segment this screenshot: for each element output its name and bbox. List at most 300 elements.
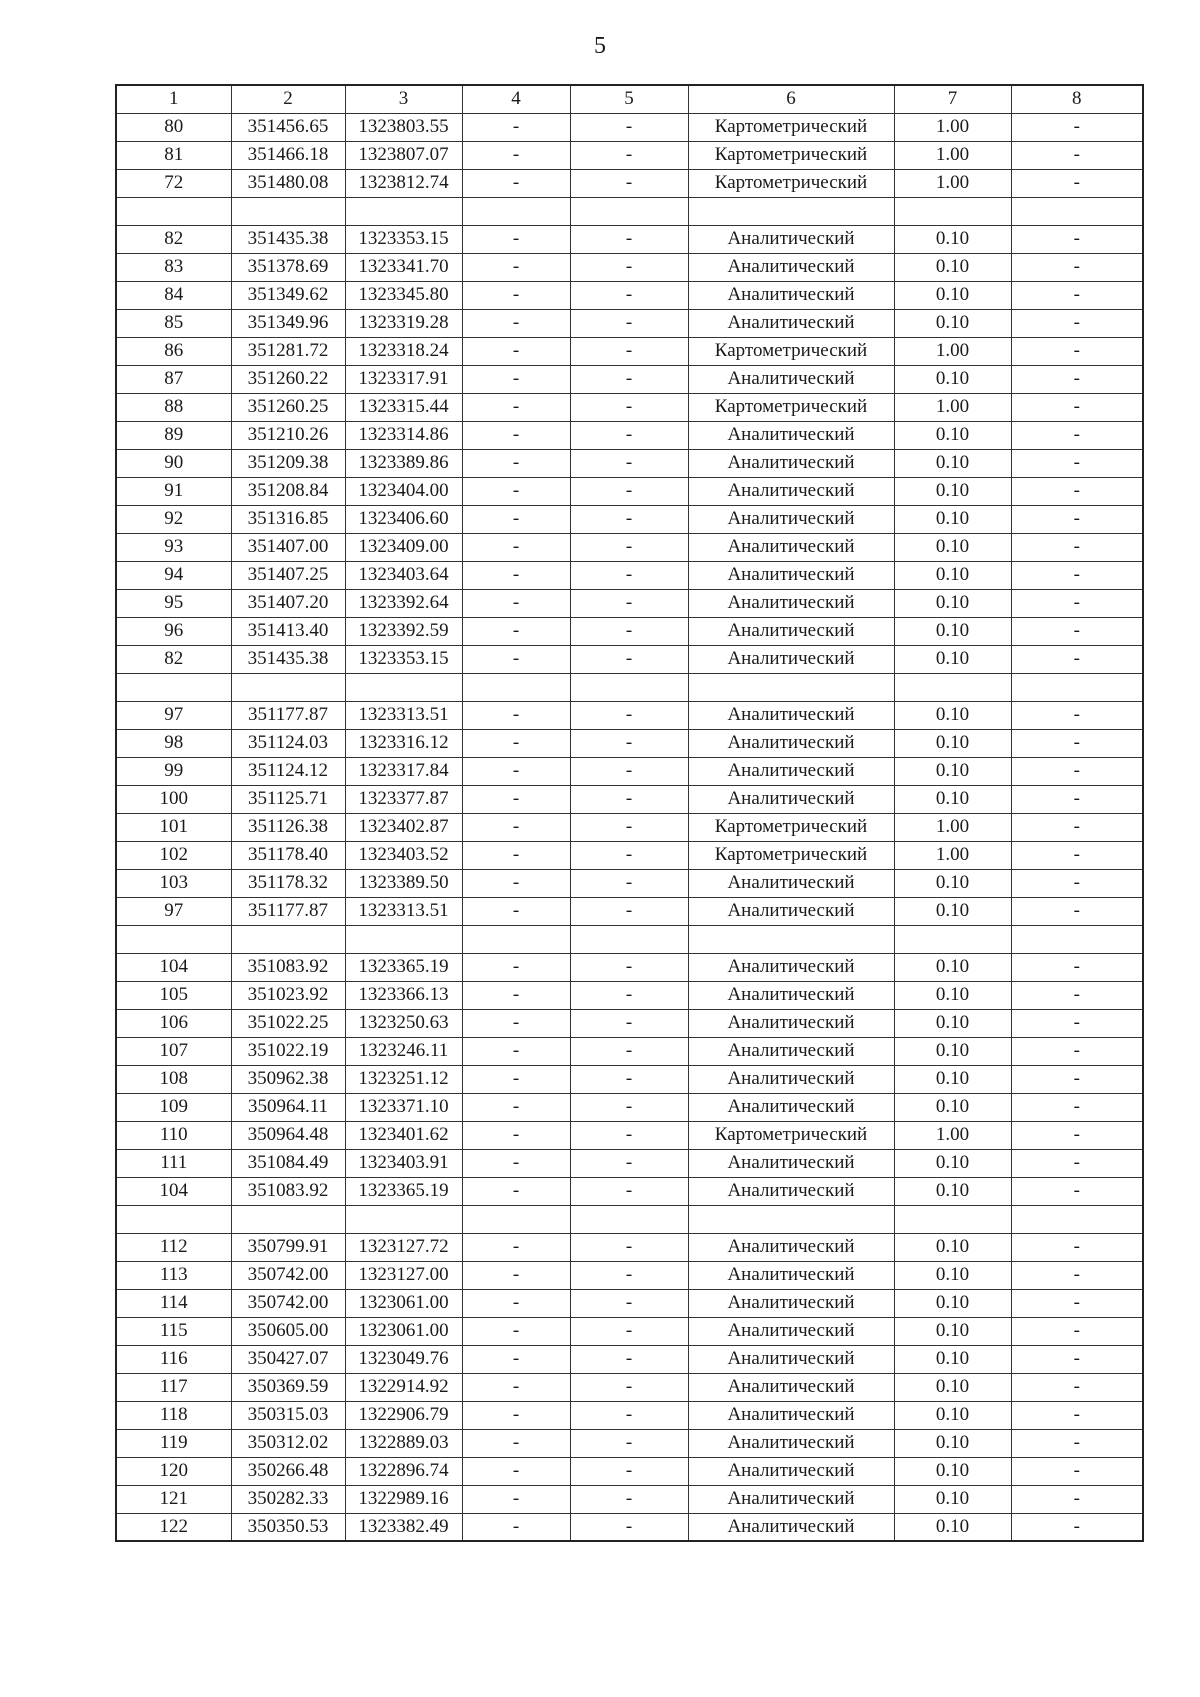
method-cell: Аналитический: [688, 897, 894, 925]
col8-cell: -: [1011, 141, 1143, 169]
col5-cell: -: [570, 645, 688, 673]
x-coordinate-cell: 351407.00: [231, 533, 345, 561]
col4-cell: -: [462, 1513, 570, 1541]
table-row: [116, 533, 1143, 561]
point-number-cell: 103: [116, 869, 231, 897]
table-row: [116, 1317, 1143, 1345]
col8-cell: -: [1011, 1009, 1143, 1037]
table-row: [116, 169, 1143, 197]
point-number-cell: 117: [116, 1373, 231, 1401]
col5-cell: -: [570, 1485, 688, 1513]
col5-cell: -: [570, 365, 688, 393]
point-number-cell: 93: [116, 533, 231, 561]
col4-cell: -: [462, 729, 570, 757]
col4-cell: -: [462, 813, 570, 841]
table-row: [116, 281, 1143, 309]
x-coordinate-cell: 351083.92: [231, 1177, 345, 1205]
x-coordinate-cell: 350742.00: [231, 1289, 345, 1317]
col4-cell: -: [462, 309, 570, 337]
col8-cell: [1011, 925, 1143, 953]
method-cell: Аналитический: [688, 1317, 894, 1345]
y-coordinate-cell: 1323341.70: [345, 253, 462, 281]
method-cell: Аналитический: [688, 505, 894, 533]
x-coordinate-cell: 351281.72: [231, 337, 345, 365]
col8-cell: -: [1011, 281, 1143, 309]
accuracy-cell: 0.10: [894, 1093, 1011, 1121]
method-cell: Аналитический: [688, 1233, 894, 1261]
table-row: [116, 1429, 1143, 1457]
col4-cell: -: [462, 561, 570, 589]
accuracy-cell: 0.10: [894, 309, 1011, 337]
point-number-cell: 104: [116, 1177, 231, 1205]
point-number-cell: 106: [116, 1009, 231, 1037]
col5-cell: -: [570, 981, 688, 1009]
col5-cell: -: [570, 1233, 688, 1261]
y-coordinate-cell: 1323315.44: [345, 393, 462, 421]
point-number-cell: 95: [116, 589, 231, 617]
col4-cell: -: [462, 645, 570, 673]
y-coordinate-cell: 1323382.49: [345, 1513, 462, 1541]
table-row: [116, 561, 1143, 589]
y-coordinate-cell: 1323314.86: [345, 421, 462, 449]
col8-cell: -: [1011, 1093, 1143, 1121]
y-coordinate-cell: 1322906.79: [345, 1401, 462, 1429]
col4-cell: -: [462, 337, 570, 365]
method-cell: Аналитический: [688, 561, 894, 589]
accuracy-cell: 0.10: [894, 1009, 1011, 1037]
column-header: 6: [688, 85, 894, 113]
col8-cell: -: [1011, 617, 1143, 645]
method-cell: Аналитический: [688, 1149, 894, 1177]
table-row: [116, 253, 1143, 281]
x-coordinate-cell: 351177.87: [231, 701, 345, 729]
y-coordinate-cell: 1323127.72: [345, 1233, 462, 1261]
col4-cell: [462, 197, 570, 225]
col8-cell: -: [1011, 813, 1143, 841]
point-number-cell: 97: [116, 897, 231, 925]
col4-cell: -: [462, 393, 570, 421]
method-cell: Аналитический: [688, 421, 894, 449]
col8-cell: -: [1011, 169, 1143, 197]
method-cell: Аналитический: [688, 701, 894, 729]
table-row: [116, 1401, 1143, 1429]
method-cell: Картометрический: [688, 393, 894, 421]
col5-cell: -: [570, 393, 688, 421]
x-coordinate-cell: 350964.48: [231, 1121, 345, 1149]
col5-cell: -: [570, 1261, 688, 1289]
table-row: [116, 1121, 1143, 1149]
x-coordinate-cell: 351022.25: [231, 1009, 345, 1037]
table-row: [116, 617, 1143, 645]
col5-cell: -: [570, 337, 688, 365]
col4-cell: -: [462, 1261, 570, 1289]
method-cell: Аналитический: [688, 757, 894, 785]
accuracy-cell: 0.10: [894, 281, 1011, 309]
col4-cell: -: [462, 1093, 570, 1121]
table-row: [116, 1177, 1143, 1205]
col4-cell: -: [462, 1121, 570, 1149]
accuracy-cell: 0.10: [894, 869, 1011, 897]
x-coordinate-cell: 351209.38: [231, 449, 345, 477]
page-number: 5: [594, 33, 606, 59]
x-coordinate-cell: 351407.25: [231, 561, 345, 589]
y-coordinate-cell: 1322889.03: [345, 1429, 462, 1457]
accuracy-cell: 0.10: [894, 505, 1011, 533]
point-number-cell: 89: [116, 421, 231, 449]
coordinates-table: [115, 84, 1144, 1542]
col4-cell: -: [462, 897, 570, 925]
col4-cell: -: [462, 1429, 570, 1457]
separator-row: [116, 925, 1143, 953]
y-coordinate-cell: 1323392.64: [345, 589, 462, 617]
point-number-cell: 72: [116, 169, 231, 197]
point-number-cell: 116: [116, 1345, 231, 1373]
x-coordinate-cell: 350312.02: [231, 1429, 345, 1457]
method-cell: Аналитический: [688, 253, 894, 281]
y-coordinate-cell: 1323366.13: [345, 981, 462, 1009]
col5-cell: -: [570, 1037, 688, 1065]
method-cell: Картометрический: [688, 841, 894, 869]
table-row: [116, 701, 1143, 729]
y-coordinate-cell: 1323389.50: [345, 869, 462, 897]
point-number-cell: 88: [116, 393, 231, 421]
accuracy-cell: 0.10: [894, 225, 1011, 253]
col5-cell: -: [570, 477, 688, 505]
col5-cell: -: [570, 1457, 688, 1485]
table-row: [116, 1485, 1143, 1513]
y-coordinate-cell: 1322914.92: [345, 1373, 462, 1401]
table-row: [116, 477, 1143, 505]
col5-cell: -: [570, 1513, 688, 1541]
y-coordinate-cell: 1323409.00: [345, 533, 462, 561]
col5-cell: -: [570, 869, 688, 897]
col8-cell: [1011, 197, 1143, 225]
col4-cell: -: [462, 505, 570, 533]
table-row: [116, 729, 1143, 757]
method-cell: Аналитический: [688, 953, 894, 981]
method-cell: Аналитический: [688, 729, 894, 757]
col4-cell: -: [462, 169, 570, 197]
method-cell: Картометрический: [688, 337, 894, 365]
method-cell: Картометрический: [688, 141, 894, 169]
col4-cell: -: [462, 589, 570, 617]
table-row: [116, 1457, 1143, 1485]
y-coordinate-cell: 1323807.07: [345, 141, 462, 169]
table-row: [116, 1093, 1143, 1121]
point-number-cell: 105: [116, 981, 231, 1009]
y-coordinate-cell: 1323345.80: [345, 281, 462, 309]
col4-cell: -: [462, 869, 570, 897]
col8-cell: -: [1011, 1429, 1143, 1457]
point-number-cell: 98: [116, 729, 231, 757]
col8-cell: -: [1011, 561, 1143, 589]
method-cell: Аналитический: [688, 1009, 894, 1037]
x-coordinate-cell: 351124.03: [231, 729, 345, 757]
method-cell: Аналитический: [688, 1513, 894, 1541]
col5-cell: -: [570, 1401, 688, 1429]
accuracy-cell: 0.10: [894, 589, 1011, 617]
x-coordinate-cell: 350427.07: [231, 1345, 345, 1373]
col8-cell: -: [1011, 365, 1143, 393]
method-cell: Аналитический: [688, 1093, 894, 1121]
point-number-cell: 112: [116, 1233, 231, 1261]
y-coordinate-cell: 1323403.91: [345, 1149, 462, 1177]
method-cell: Аналитический: [688, 1037, 894, 1065]
y-coordinate-cell: 1323313.51: [345, 701, 462, 729]
y-coordinate-cell: 1323317.84: [345, 757, 462, 785]
x-coordinate-cell: 351456.65: [231, 113, 345, 141]
accuracy-cell: 0.10: [894, 1261, 1011, 1289]
col4-cell: -: [462, 365, 570, 393]
col8-cell: -: [1011, 1457, 1143, 1485]
method-cell: Аналитический: [688, 981, 894, 1009]
col8-cell: -: [1011, 1513, 1143, 1541]
table-row: [116, 309, 1143, 337]
accuracy-cell: 0.10: [894, 617, 1011, 645]
accuracy-cell: 0.10: [894, 897, 1011, 925]
table-row: [116, 1149, 1143, 1177]
col5-cell: -: [570, 1009, 688, 1037]
table-row: [116, 785, 1143, 813]
col8-cell: -: [1011, 729, 1143, 757]
table-row: [116, 645, 1143, 673]
point-number-cell: 80: [116, 113, 231, 141]
accuracy-cell: [894, 197, 1011, 225]
point-number-cell: 91: [116, 477, 231, 505]
point-number-cell: 101: [116, 813, 231, 841]
x-coordinate-cell: 350799.91: [231, 1233, 345, 1261]
col5-cell: -: [570, 1149, 688, 1177]
point-number-cell: [116, 197, 231, 225]
x-coordinate-cell: 350605.00: [231, 1317, 345, 1345]
col5-cell: -: [570, 897, 688, 925]
y-coordinate-cell: 1323313.51: [345, 897, 462, 925]
col8-cell: -: [1011, 1177, 1143, 1205]
col5-cell: -: [570, 617, 688, 645]
table-body: [116, 85, 1143, 1541]
col8-cell: -: [1011, 309, 1143, 337]
accuracy-cell: 0.10: [894, 1429, 1011, 1457]
col4-cell: -: [462, 757, 570, 785]
accuracy-cell: 0.10: [894, 1485, 1011, 1513]
col8-cell: -: [1011, 225, 1143, 253]
y-coordinate-cell: 1323061.00: [345, 1289, 462, 1317]
col4-cell: -: [462, 1289, 570, 1317]
x-coordinate-cell: 351480.08: [231, 169, 345, 197]
method-cell: Аналитический: [688, 1289, 894, 1317]
method-cell: Аналитический: [688, 533, 894, 561]
method-cell: Аналитический: [688, 1177, 894, 1205]
col5-cell: -: [570, 561, 688, 589]
separator-row: [116, 673, 1143, 701]
col8-cell: -: [1011, 1345, 1143, 1373]
y-coordinate-cell: 1323389.86: [345, 449, 462, 477]
table-row: [116, 1373, 1143, 1401]
col8-cell: -: [1011, 533, 1143, 561]
col8-cell: -: [1011, 337, 1143, 365]
col8-cell: -: [1011, 505, 1143, 533]
col4-cell: -: [462, 449, 570, 477]
col5-cell: -: [570, 505, 688, 533]
col4-cell: -: [462, 701, 570, 729]
col5-cell: [570, 925, 688, 953]
accuracy-cell: 0.10: [894, 645, 1011, 673]
x-coordinate-cell: 351023.92: [231, 981, 345, 1009]
y-coordinate-cell: 1323318.24: [345, 337, 462, 365]
x-coordinate-cell: 351316.85: [231, 505, 345, 533]
column-header: 3: [345, 85, 462, 113]
col8-cell: -: [1011, 1121, 1143, 1149]
accuracy-cell: 0.10: [894, 365, 1011, 393]
accuracy-cell: 0.10: [894, 1513, 1011, 1541]
y-coordinate-cell: 1323317.91: [345, 365, 462, 393]
col5-cell: -: [570, 757, 688, 785]
col4-cell: -: [462, 1065, 570, 1093]
method-cell: [688, 925, 894, 953]
point-number-cell: [116, 1205, 231, 1233]
x-coordinate-cell: 350962.38: [231, 1065, 345, 1093]
col4-cell: -: [462, 1485, 570, 1513]
col4-cell: -: [462, 1233, 570, 1261]
y-coordinate-cell: 1323403.64: [345, 561, 462, 589]
column-header: 7: [894, 85, 1011, 113]
method-cell: Аналитический: [688, 1429, 894, 1457]
point-number-cell: 92: [116, 505, 231, 533]
col5-cell: [570, 1205, 688, 1233]
col8-cell: -: [1011, 1373, 1143, 1401]
x-coordinate-cell: 350964.11: [231, 1093, 345, 1121]
accuracy-cell: 0.10: [894, 701, 1011, 729]
col5-cell: -: [570, 1289, 688, 1317]
y-coordinate-cell: 1323371.10: [345, 1093, 462, 1121]
col8-cell: -: [1011, 757, 1143, 785]
col8-cell: -: [1011, 897, 1143, 925]
col4-cell: -: [462, 421, 570, 449]
col4-cell: -: [462, 1317, 570, 1345]
point-number-cell: 94: [116, 561, 231, 589]
accuracy-cell: 0.10: [894, 449, 1011, 477]
accuracy-cell: 0.10: [894, 1317, 1011, 1345]
accuracy-cell: 0.10: [894, 253, 1011, 281]
table-row: [116, 1513, 1143, 1541]
method-cell: Аналитический: [688, 225, 894, 253]
table-row: [116, 141, 1143, 169]
x-coordinate-cell: 351208.84: [231, 477, 345, 505]
col8-cell: -: [1011, 953, 1143, 981]
table-row: [116, 897, 1143, 925]
point-number-cell: 111: [116, 1149, 231, 1177]
col8-cell: -: [1011, 421, 1143, 449]
col8-cell: -: [1011, 589, 1143, 617]
col4-cell: -: [462, 253, 570, 281]
accuracy-cell: [894, 1205, 1011, 1233]
y-coordinate-cell: 1323127.00: [345, 1261, 462, 1289]
x-coordinate-cell: 350369.59: [231, 1373, 345, 1401]
table-row: [116, 505, 1143, 533]
y-coordinate-cell: 1323049.76: [345, 1345, 462, 1373]
accuracy-cell: 0.10: [894, 1149, 1011, 1177]
method-cell: Аналитический: [688, 365, 894, 393]
accuracy-cell: 0.10: [894, 785, 1011, 813]
method-cell: Аналитический: [688, 1261, 894, 1289]
col8-cell: -: [1011, 1401, 1143, 1429]
method-cell: Аналитический: [688, 1485, 894, 1513]
point-number-cell: 82: [116, 645, 231, 673]
method-cell: Картометрический: [688, 113, 894, 141]
x-coordinate-cell: 351210.26: [231, 421, 345, 449]
method-cell: Аналитический: [688, 449, 894, 477]
table-row: [116, 757, 1143, 785]
col4-cell: -: [462, 1345, 570, 1373]
x-coordinate-cell: 351378.69: [231, 253, 345, 281]
table-row: [116, 225, 1143, 253]
point-number-cell: 97: [116, 701, 231, 729]
col4-cell: -: [462, 1177, 570, 1205]
point-number-cell: 114: [116, 1289, 231, 1317]
accuracy-cell: 1.00: [894, 169, 1011, 197]
method-cell: [688, 1205, 894, 1233]
x-coordinate-cell: 351407.20: [231, 589, 345, 617]
table-row: [116, 813, 1143, 841]
x-coordinate-cell: 351349.96: [231, 309, 345, 337]
col8-cell: -: [1011, 701, 1143, 729]
col4-cell: -: [462, 953, 570, 981]
col8-cell: -: [1011, 1261, 1143, 1289]
separator-row: [116, 197, 1143, 225]
method-cell: Аналитический: [688, 645, 894, 673]
accuracy-cell: 0.10: [894, 1373, 1011, 1401]
accuracy-cell: 0.10: [894, 1037, 1011, 1065]
x-coordinate-cell: 350315.03: [231, 1401, 345, 1429]
col4-cell: -: [462, 1037, 570, 1065]
col8-cell: -: [1011, 981, 1143, 1009]
x-coordinate-cell: 351435.38: [231, 645, 345, 673]
point-number-cell: 121: [116, 1485, 231, 1513]
table-row: [116, 449, 1143, 477]
header-row: [116, 85, 1143, 113]
col4-cell: -: [462, 1457, 570, 1485]
col4-cell: -: [462, 477, 570, 505]
y-coordinate-cell: 1323377.87: [345, 785, 462, 813]
method-cell: Аналитический: [688, 1457, 894, 1485]
col8-cell: -: [1011, 113, 1143, 141]
table-row: [116, 1037, 1143, 1065]
col5-cell: -: [570, 1065, 688, 1093]
accuracy-cell: 1.00: [894, 841, 1011, 869]
y-coordinate-cell: 1323404.00: [345, 477, 462, 505]
col5-cell: -: [570, 953, 688, 981]
col4-cell: -: [462, 841, 570, 869]
accuracy-cell: 1.00: [894, 113, 1011, 141]
col5-cell: -: [570, 253, 688, 281]
col8-cell: -: [1011, 1037, 1143, 1065]
x-coordinate-cell: 351435.38: [231, 225, 345, 253]
col5-cell: [570, 197, 688, 225]
col5-cell: -: [570, 1121, 688, 1149]
col8-cell: -: [1011, 1149, 1143, 1177]
table-row: [116, 841, 1143, 869]
col5-cell: -: [570, 729, 688, 757]
x-coordinate-cell: 351125.71: [231, 785, 345, 813]
col4-cell: [462, 925, 570, 953]
y-coordinate-cell: 1323061.00: [345, 1317, 462, 1345]
col4-cell: [462, 673, 570, 701]
method-cell: Аналитический: [688, 309, 894, 337]
point-number-cell: 96: [116, 617, 231, 645]
col4-cell: -: [462, 1149, 570, 1177]
col5-cell: -: [570, 421, 688, 449]
col4-cell: -: [462, 981, 570, 1009]
